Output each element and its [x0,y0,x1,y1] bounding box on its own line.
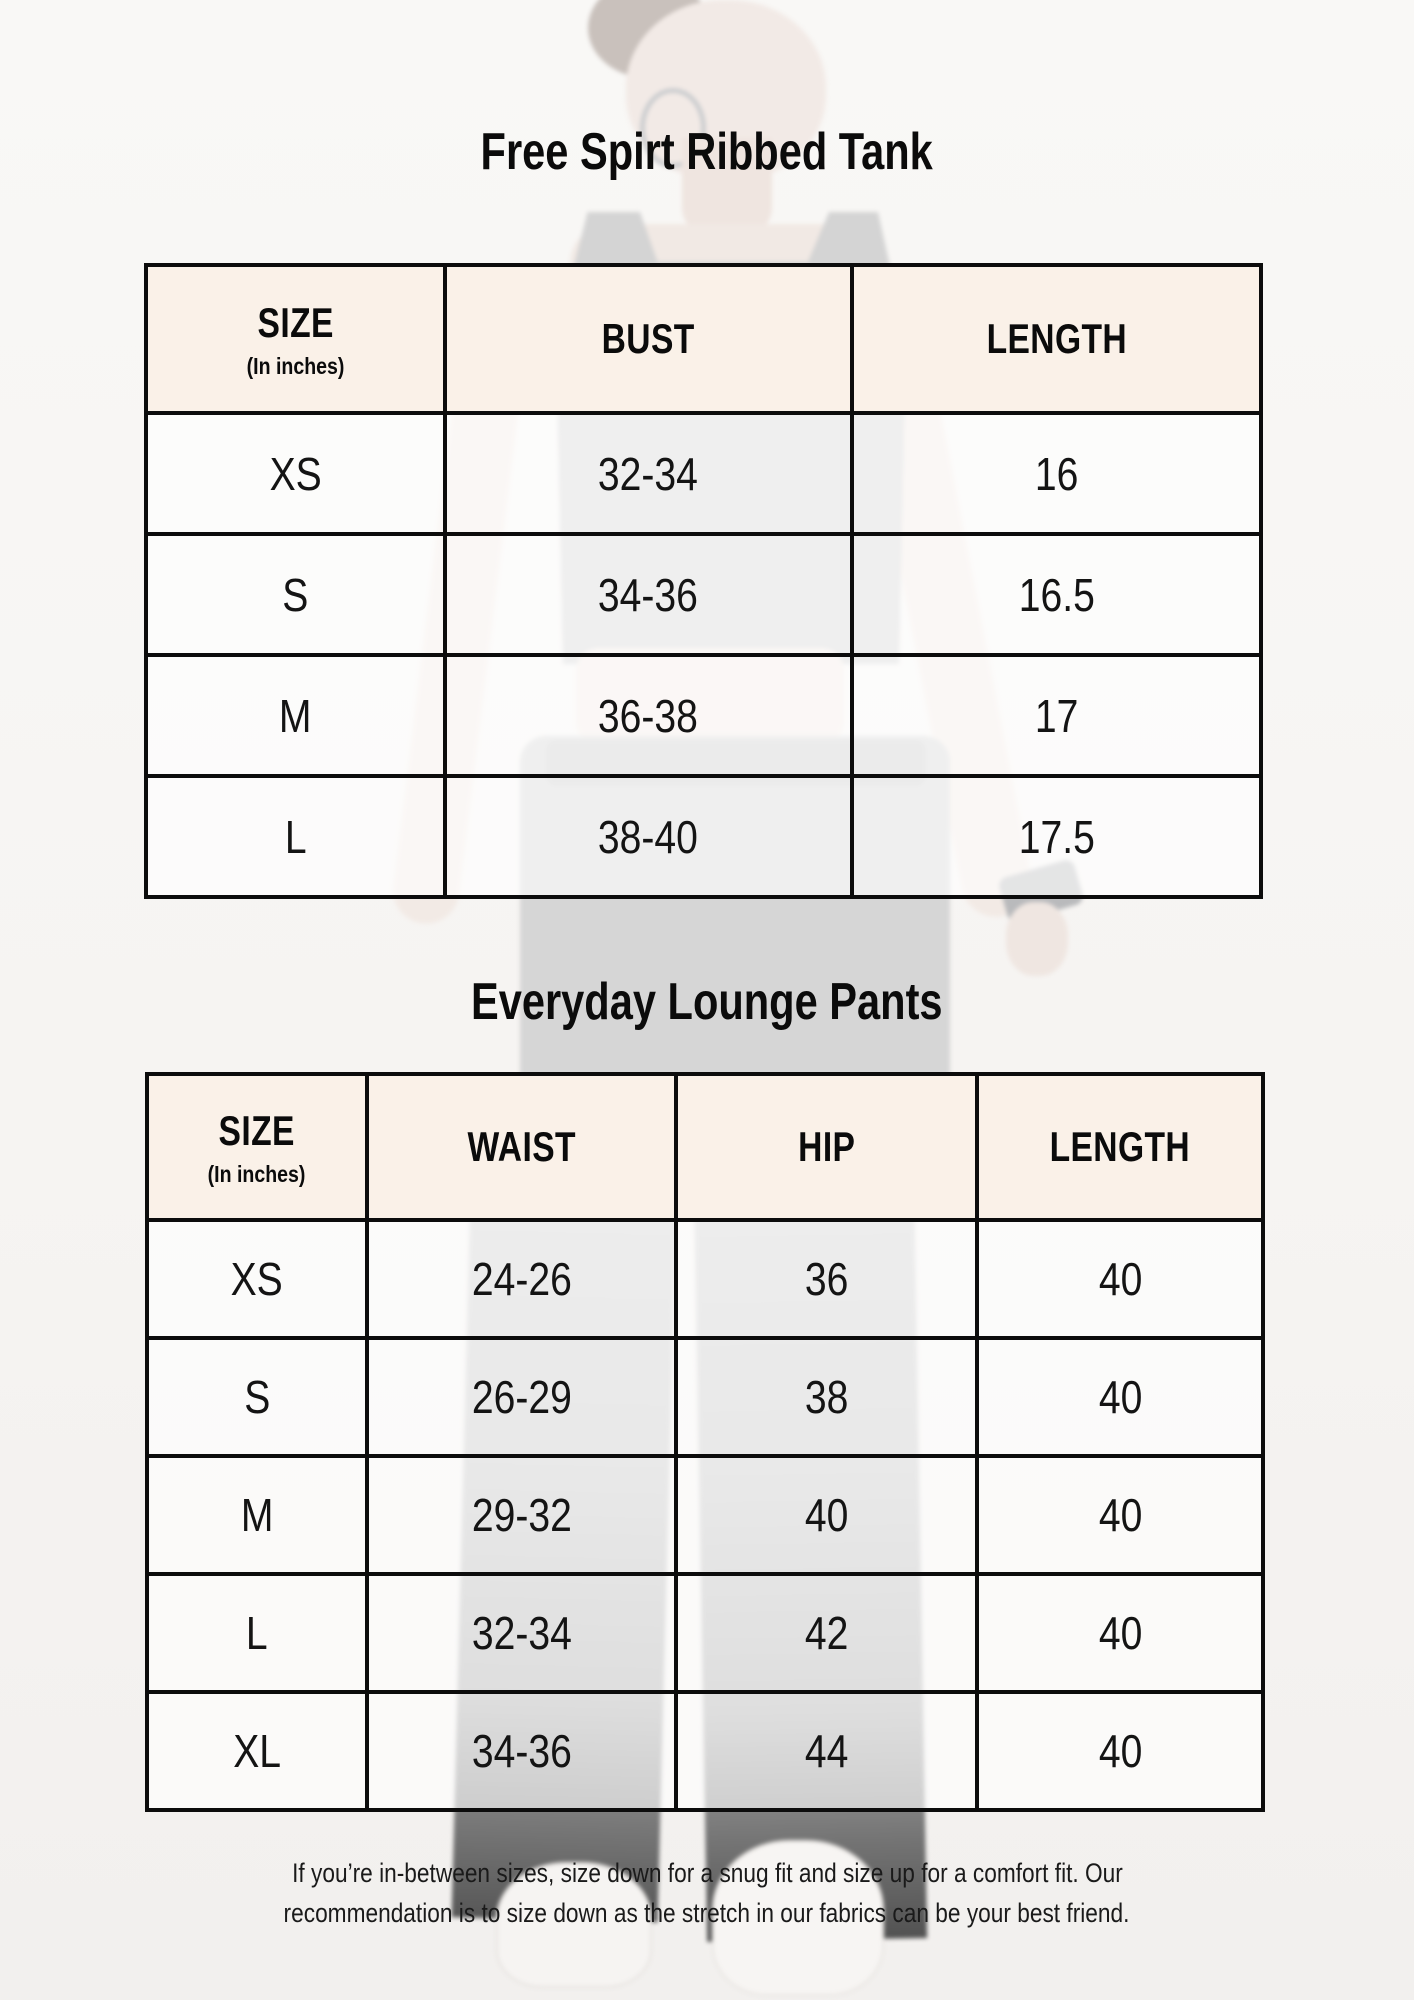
table-row [146,655,1261,776]
cell-waist [367,1220,676,1338]
cell-text: 34-36 [471,1725,572,1777]
table-row [147,1338,1263,1456]
pants-size-table [145,1072,1265,1812]
cell-text: 32-34 [471,1607,572,1659]
cell-text: 38 [804,1371,849,1423]
pants-size-header-cell [147,1074,367,1220]
pants-hip-header-cell [676,1074,977,1220]
size-unit-note: (In inches) [208,1160,306,1187]
size-unit-note: (In inches) [246,352,345,379]
cell-size [147,1692,367,1810]
cell-text: M [279,689,312,742]
cell-text: L [246,1607,268,1659]
length-header-label: LENGTH [1049,1123,1191,1170]
cell-waist [367,1692,676,1810]
cell-text: 40 [1098,1489,1142,1541]
cell-size [146,776,445,897]
cell-text: 29-32 [471,1489,572,1541]
cell-length [977,1338,1263,1456]
cell-size [147,1574,367,1692]
cell-length [977,1574,1263,1692]
cell-text: 40 [1098,1607,1142,1659]
cell-text: 16 [1034,447,1079,500]
table-row [147,1692,1263,1810]
cell-size [146,655,445,776]
pants-waist-header-cell [367,1074,676,1220]
cell-size [146,413,445,534]
pants-length-header-cell [977,1074,1263,1220]
pants-section-title [0,972,1414,1032]
tank-size-table [144,263,1263,899]
tank-length-header-cell [852,265,1261,413]
tank-header-row [146,265,1261,413]
table-row [146,534,1261,655]
table-row [147,1220,1263,1338]
cell-length [852,534,1261,655]
cell-text: 40 [1098,1371,1142,1423]
cell-hip [676,1574,977,1692]
cell-text: XL [233,1725,281,1777]
tank-section-title-text: Free Spirt Ribbed Tank [480,123,934,181]
cell-size [147,1338,367,1456]
cell-text: 32-34 [598,447,699,500]
tank-bust-header-cell [445,265,852,413]
fit-recommendation-note [0,1853,1414,1933]
size-header-label: SIZE [218,1106,296,1154]
cell-text: 17.5 [1018,810,1095,863]
cell-text: 26-29 [471,1371,572,1423]
cell-text: 40 [1098,1253,1142,1305]
tank-section-title [0,122,1414,182]
cell-length [977,1220,1263,1338]
cell-text: S [282,568,309,621]
cell-text: 24-26 [471,1253,572,1305]
cell-bust [445,534,852,655]
cell-waist [367,1338,676,1456]
cell-hip [676,1220,977,1338]
cell-text: 44 [804,1725,849,1777]
cell-bust [445,655,852,776]
size-header-label: SIZE [257,298,334,346]
table-row [146,776,1261,897]
cell-length [852,776,1261,897]
cell-text: 36 [804,1253,849,1305]
cell-waist [367,1574,676,1692]
table-row [147,1574,1263,1692]
bust-header-label: BUST [601,315,695,362]
tank-size-header-cell [146,265,445,413]
cell-text: 42 [804,1607,849,1659]
cell-text: L [284,810,307,863]
cell-text: XS [230,1253,284,1305]
cell-size [147,1220,367,1338]
cell-bust [445,776,852,897]
cell-length [977,1456,1263,1574]
fit-note-line-2: recommendation is to size down as the stretch in our fabrics can be your best friend. [284,1898,1130,1928]
cell-text: M [240,1489,274,1541]
length-header-label: LENGTH [986,315,1127,362]
pants-section-title-text: Everyday Lounge Pants [471,973,943,1031]
table-row [147,1456,1263,1574]
cell-size [147,1456,367,1574]
fit-note-line-1: If you’re in-between sizes, size down for a snug fit and size up for a comfort fit. Our [291,1858,1123,1888]
cell-hip [676,1338,977,1456]
waist-header-label: WAIST [467,1123,576,1170]
cell-text: 40 [1098,1725,1142,1777]
cell-bust [445,413,852,534]
cell-text: 40 [804,1489,849,1541]
cell-text: 17 [1034,689,1079,742]
cell-length [852,655,1261,776]
cell-text: 38-40 [598,810,699,863]
cell-size [146,534,445,655]
cell-text: S [243,1371,270,1423]
pants-header-row [147,1074,1263,1220]
cell-hip [676,1692,977,1810]
hip-header-label: HIP [798,1123,856,1170]
table-row [146,413,1261,534]
cell-text: 34-36 [598,568,699,621]
cell-length [852,413,1261,534]
cell-length [977,1692,1263,1810]
cell-text: XS [269,447,322,500]
cell-text: 36-38 [598,689,699,742]
cell-text: 16.5 [1018,568,1095,621]
cell-hip [676,1456,977,1574]
cell-waist [367,1456,676,1574]
